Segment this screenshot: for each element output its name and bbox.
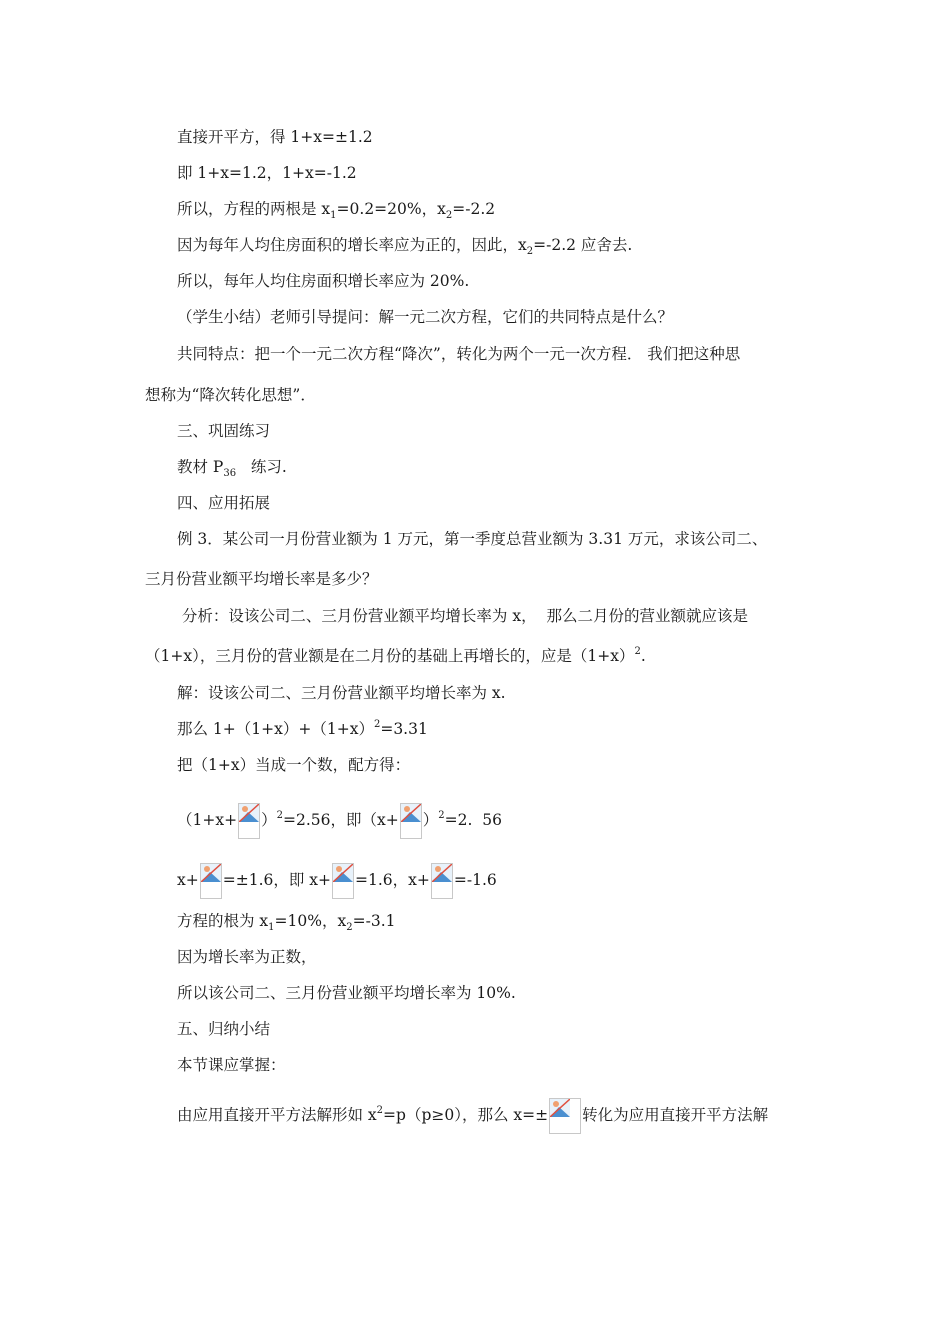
text: 因为每年人均住房面积的增长率应为正的，因此，x xyxy=(177,236,527,254)
text: 因为增长率为正数， xyxy=(177,948,317,966)
text: =p（p≥0），那么 x=± xyxy=(383,1106,549,1124)
text: =±1.6，即 x+ xyxy=(222,871,332,889)
text: 五、归纳小结 xyxy=(177,1020,271,1038)
broken-image-icon xyxy=(238,803,260,839)
subscript: 1 xyxy=(330,210,337,221)
subscript: 2 xyxy=(445,210,453,221)
subscript: 1 xyxy=(268,922,275,933)
text: 转化为应用直接开平方法解 xyxy=(582,1106,769,1124)
text: （学生小结）老师引导提问：解一元二次方程，它们的共同特点是什么？ xyxy=(177,308,674,326)
text-line-12 xyxy=(177,529,767,549)
text-line-6 xyxy=(177,307,673,327)
text: ） xyxy=(422,811,439,829)
text-line-2 xyxy=(177,163,357,183)
text: ） xyxy=(261,811,277,829)
text-line-13 xyxy=(145,569,378,589)
text: =1.6，x+ xyxy=(355,871,430,889)
broken-image-icon xyxy=(332,863,354,899)
text-line-26 xyxy=(177,1098,768,1134)
text: （1+x+ xyxy=(177,811,238,829)
text-line-17 xyxy=(177,719,428,742)
subscript: 2 xyxy=(346,922,353,933)
text: 由应用直接开平方法解形如 x xyxy=(177,1106,377,1124)
superscript: 2 xyxy=(438,810,445,821)
text: 教材 P xyxy=(177,458,224,476)
equation-line-19 xyxy=(177,803,502,839)
text: 四、应用拓展 xyxy=(177,494,271,512)
text-line-14 xyxy=(177,606,748,626)
text-line-18 xyxy=(177,755,410,775)
section-heading-5 xyxy=(177,1019,270,1039)
text: x+ xyxy=(177,871,199,889)
text: =0.2=20%，x xyxy=(336,200,446,218)
text: 方程的根为 x xyxy=(177,912,269,930)
text: 那么 1+（1+x）+（1+x） xyxy=(177,720,374,738)
text-line-22 xyxy=(177,947,317,967)
text: 所以，每年人均住房面积增长率应为 20%. xyxy=(177,272,470,290)
superscript: 2 xyxy=(276,810,283,821)
text-line-10 xyxy=(177,457,287,480)
section-heading-4 xyxy=(177,493,270,513)
text: 所以，方程的两根是 x xyxy=(177,200,331,218)
text: 共同特点：把一个一元二次方程“降次”，转化为两个一元一次方程． 我们把这种思 xyxy=(177,345,741,363)
text: =-2.2 xyxy=(452,200,496,218)
text-line-25 xyxy=(177,1055,286,1075)
broken-image-icon xyxy=(200,863,222,899)
text: 解：设该公司二、三月份营业额平均增长率为 x. xyxy=(177,684,506,702)
text-line-3 xyxy=(177,199,495,222)
text: =-2.2 应舍去. xyxy=(533,236,633,254)
text-line-23 xyxy=(177,983,516,1003)
subscript: 36 xyxy=(223,468,237,479)
text: =-1.6 xyxy=(453,871,497,889)
text: 把（1+x）当成一个数，配方得： xyxy=(177,756,411,774)
equation-line-20 xyxy=(177,863,497,899)
broken-image-icon xyxy=(431,863,453,899)
superscript: 2 xyxy=(376,1105,384,1116)
broken-image-icon xyxy=(400,803,422,839)
text: 直接开平方，得 1+x=±1.2 xyxy=(177,128,373,146)
text: 例 3．某公司一月份营业额为 1 万元，第一季度总营业额为 3.31 万元，求该公司二、 xyxy=(177,530,768,548)
text: （1+x），三月份的营业额是在二月份的基础上再增长的，应是（1+x） xyxy=(145,647,635,665)
text: 三、巩固练习 xyxy=(177,422,271,440)
superscript: 2 xyxy=(634,646,641,657)
broken-image-icon xyxy=(549,1098,581,1134)
text-line-1 xyxy=(177,127,373,147)
text-line-21 xyxy=(177,911,395,934)
superscript: 2 xyxy=(373,719,381,730)
text: =10%，x xyxy=(274,912,347,930)
text: 即 1+x=1.2，1+x=-1.2 xyxy=(177,164,357,182)
text: 所以该公司二、三月份营业额平均增长率为 10%. xyxy=(177,984,516,1002)
text: 分析：设该公司二、三月份营业额平均增长率为 x， 那么二月份的营业额就应该是 xyxy=(177,607,748,625)
text-line-15 xyxy=(145,646,646,669)
text: =2. 56 xyxy=(444,811,502,829)
text: . xyxy=(640,647,646,665)
text-line-8 xyxy=(145,385,316,405)
text: =-3.1 xyxy=(352,912,396,930)
text-line-4 xyxy=(177,235,632,258)
text: 三月份营业额平均增长率是多少？ xyxy=(145,570,378,588)
text-line-16 xyxy=(177,683,506,703)
text: 本节课应掌握： xyxy=(177,1056,286,1074)
text: =2.56，即（x+ xyxy=(282,811,399,829)
text: 练习. xyxy=(236,458,287,476)
subscript: 2 xyxy=(526,246,534,257)
section-heading-3 xyxy=(177,421,270,441)
text: =3.31 xyxy=(380,720,428,738)
text-line-7 xyxy=(177,344,740,364)
text-line-5 xyxy=(177,271,469,291)
text: 想称为“降次转化思想”． xyxy=(145,386,316,404)
